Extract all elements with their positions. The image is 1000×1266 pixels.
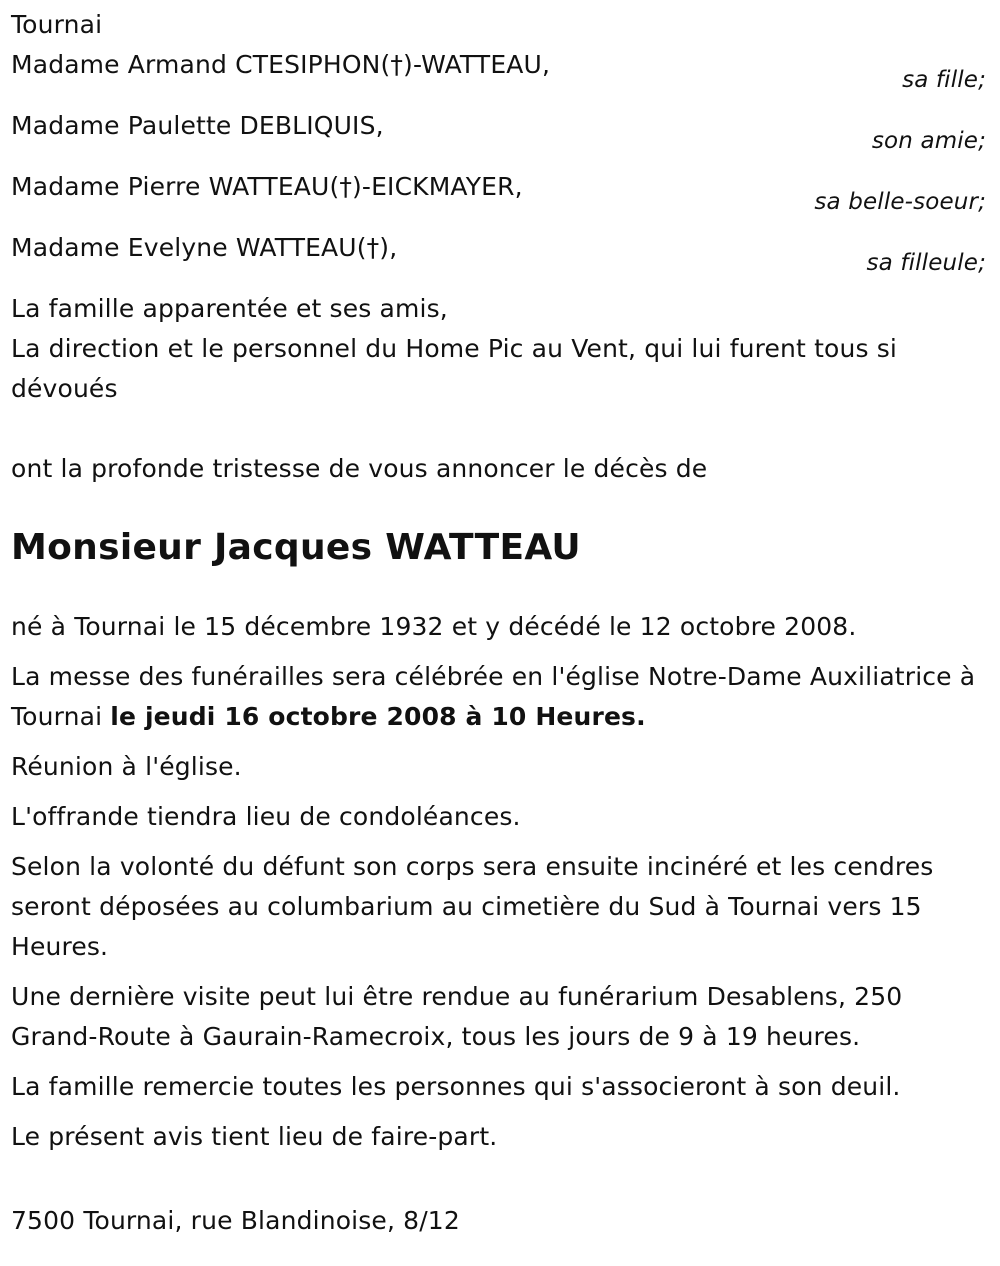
spacer [11,214,988,228]
visit-paragraph: Une dernière visite peut lui être rendue au funérarium Desablens, 250 Grand-Route à Gaurain-Ramecroix, tous les jours de 9 à 19 heures. [11,982,903,1051]
relative-role: sa fille; [902,67,986,93]
cremation-paragraph: Selon la volonté du défunt son corps sera ensuite incinéré et les cendres seront déposées au columbarium au cimetière du Sud à Tournai vers 15 Heures. [11,852,934,961]
spacer [11,275,988,289]
relative-name: Madame Armand CTESIPHON(†)-WATTEAU, [11,50,551,79]
funeral-mass-text: La messe des funérailles sera célébrée en l'église Notre-Dame Auxiliatrice à Tournai [11,662,976,731]
relative-entry [11,167,988,214]
deceased-name: Monsieur Jacques WATTEAU [11,527,581,568]
header-city: Tournai [11,10,103,39]
spacer [11,489,988,524]
spacer [11,572,988,607]
meeting-line: Réunion à l'église. [11,752,242,781]
notice-line: Le présent avis tient lieu de faire-part. [11,1122,498,1151]
relative-name: Madame Pierre WATTEAU(†)-EICKMAYER, [11,172,523,201]
relative-entry [11,228,988,275]
relative-entry [11,106,988,153]
funeral-mass-paragraph [11,657,988,737]
relative-role: son amie; [871,128,986,154]
offering-line: L'offrande tiendra lieu de condoléances. [11,802,521,831]
address-line: 7500 Tournai, rue Blandinoise, 8/12 [11,1206,460,1235]
relative-name: Madame Evelyne WATTEAU(†), [11,233,398,262]
spacer [11,409,988,449]
announcement-line: ont la profonde tristesse de vous annoncer le décès de [11,454,708,483]
family-line: La famille apparentée et ses amis, [11,294,448,323]
funeral-mass-date: le jeudi 16 octobre 2008 à 10 Heures. [110,702,646,731]
relative-role: sa belle-soeur; [814,189,986,215]
spacer [11,92,988,106]
spacer [11,153,988,167]
spacer [11,1167,988,1201]
direction-line: La direction et le personnel du Home Pic au Vent, qui lui furent tous si dévoués [11,334,898,403]
relative-role: sa filleule; [866,250,986,276]
thanks-line: La famille remercie toutes les personnes qui s'associeront à son deuil. [11,1072,901,1101]
relative-name: Madame Paulette DEBLIQUIS, [11,111,384,140]
birth-death-line: né à Tournai le 15 décembre 1932 et y décédé le 12 octobre 2008. [11,612,857,641]
relative-entry [11,45,988,92]
